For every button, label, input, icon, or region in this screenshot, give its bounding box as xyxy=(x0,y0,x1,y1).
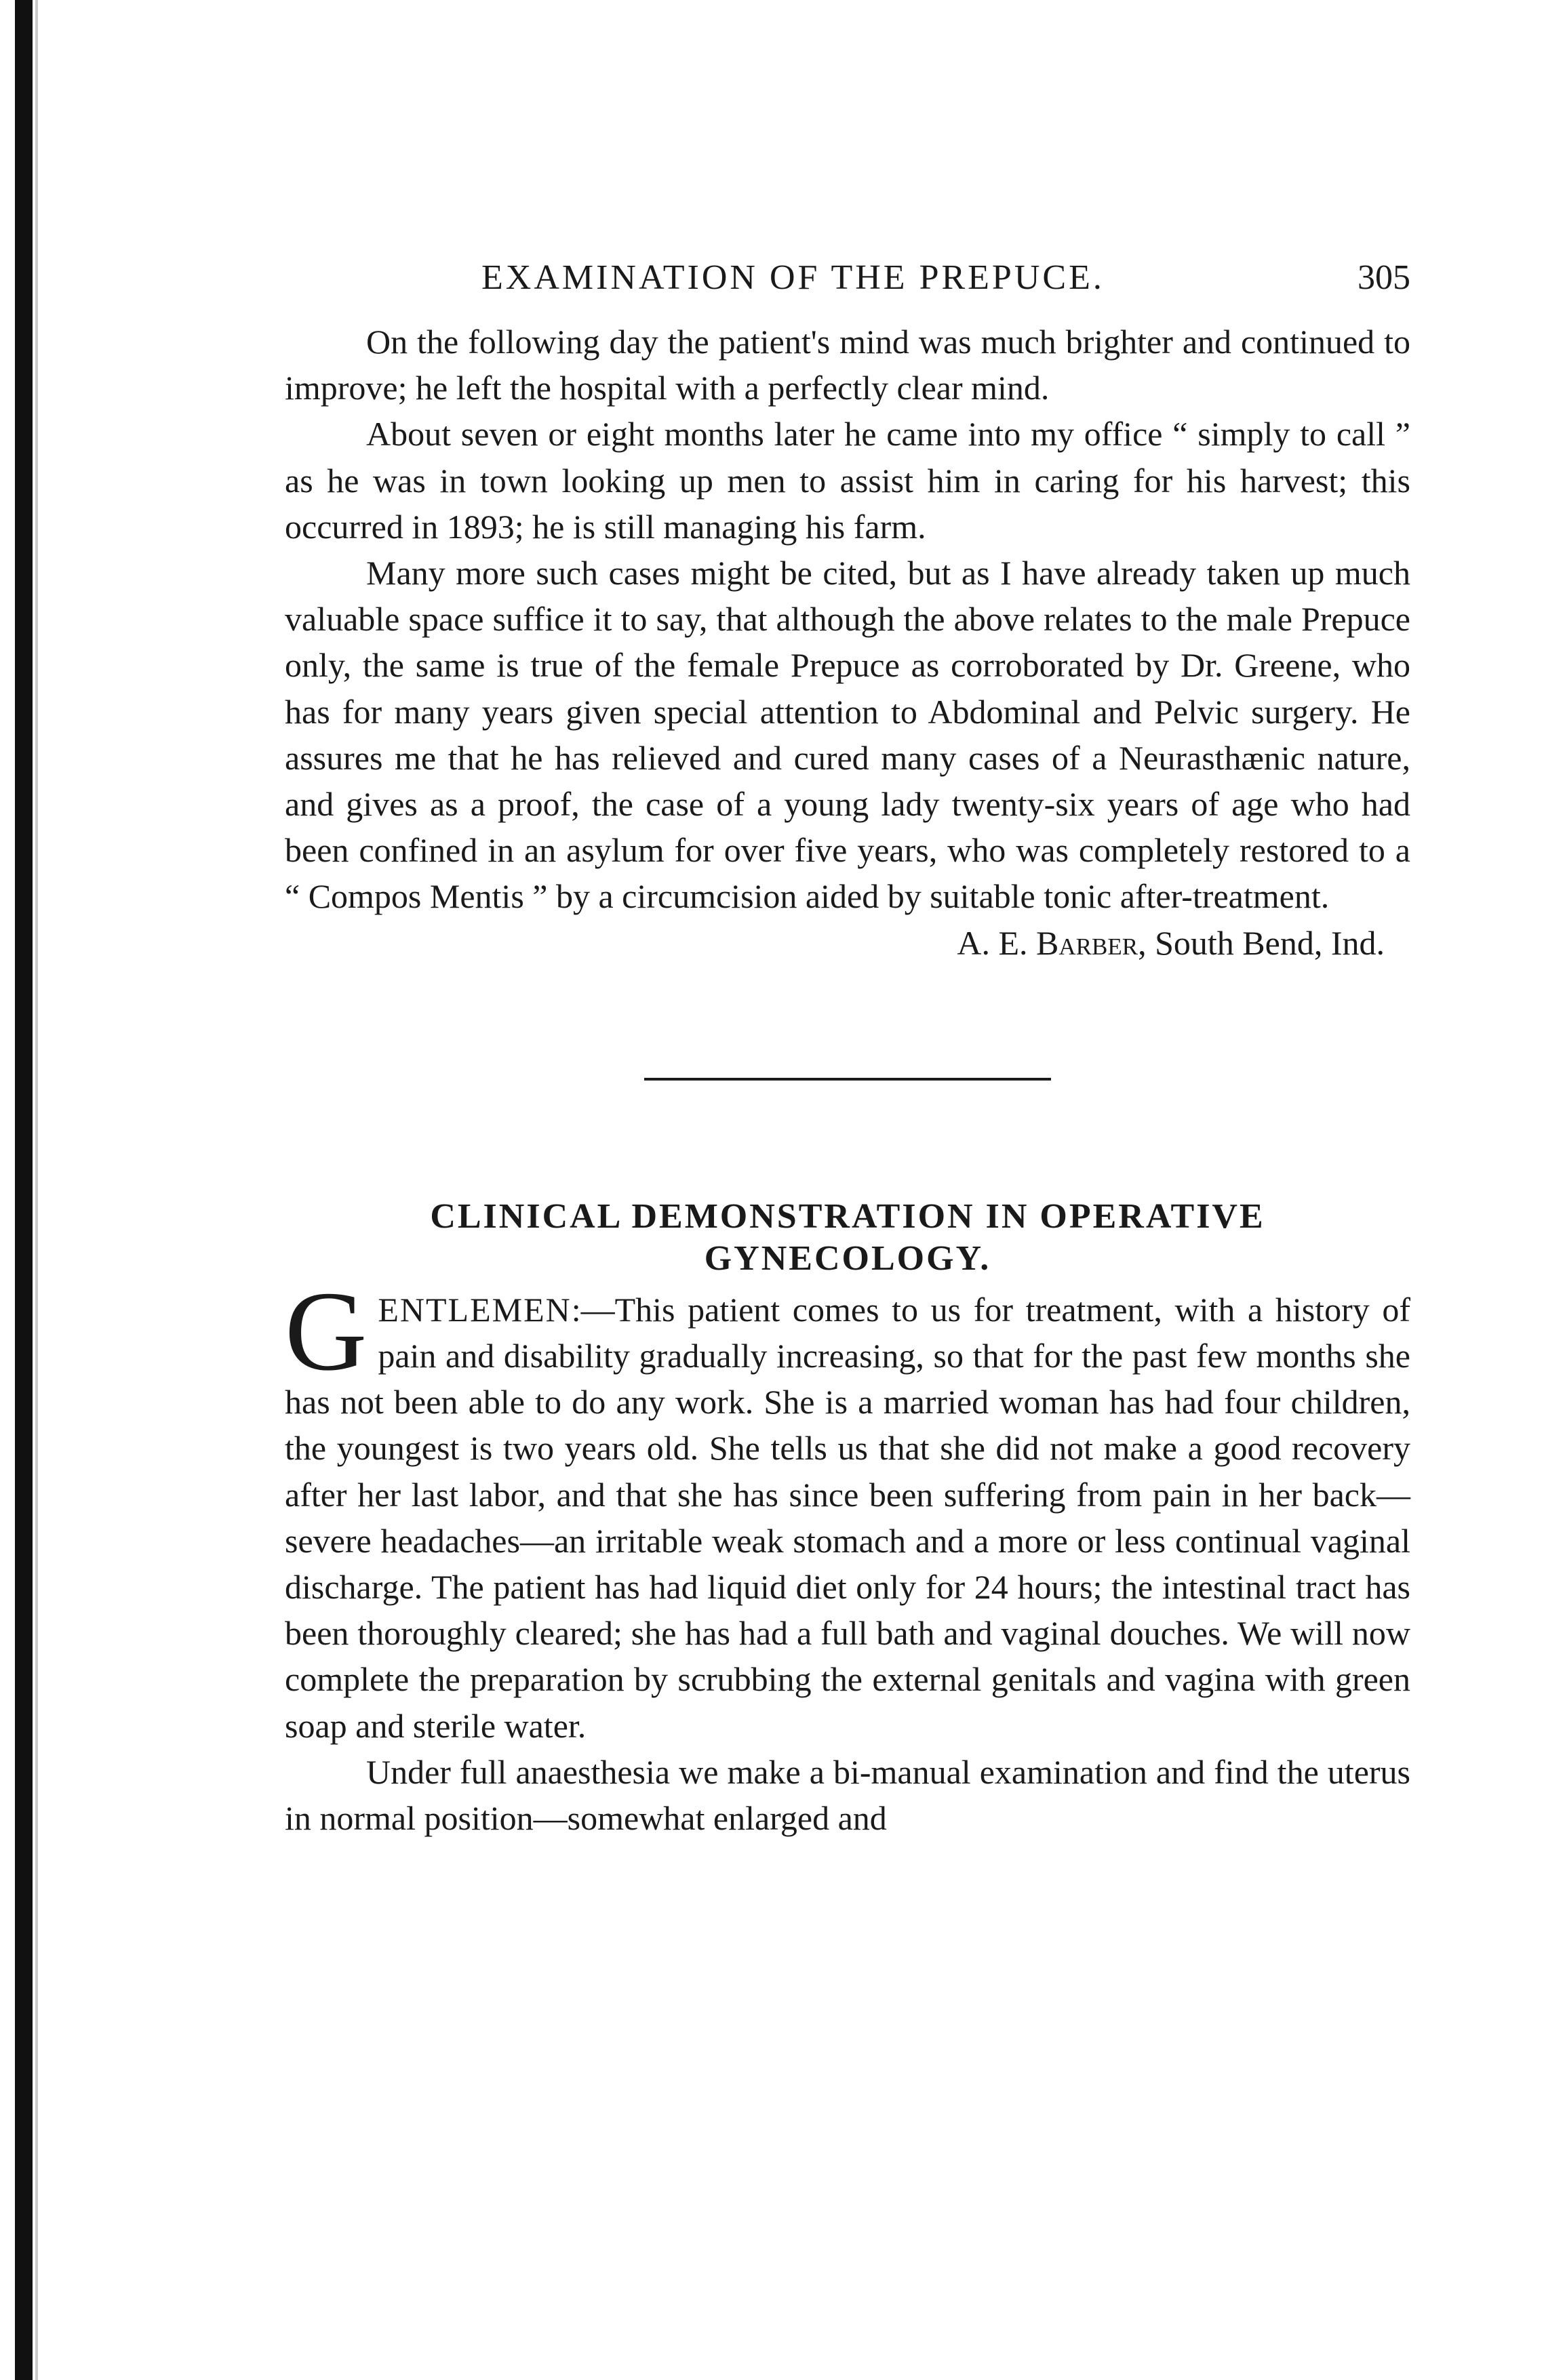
section-divider-rule xyxy=(644,1078,1051,1081)
article-title: CLINICAL DEMONSTRATION IN OPERATIVE GYNECOLOGY. xyxy=(430,1196,1265,1278)
page-number: 305 xyxy=(1358,258,1410,297)
lead-word: ENTLEMEN xyxy=(378,1290,572,1329)
book-page xyxy=(285,258,1410,1841)
article-clinical-demonstration xyxy=(285,1196,1410,1841)
author-signature xyxy=(285,920,1410,966)
drop-cap: G xyxy=(285,1268,368,1394)
author-location: South Bend, Ind. xyxy=(1155,923,1385,962)
author-name: A. E. Barber, xyxy=(957,923,1147,962)
page-binding-shadow xyxy=(35,0,38,2380)
paragraph-1: On the following day the patient's mind was much brighter and continued to improve; he left the hospital with a perfectly clear mind. xyxy=(285,323,1410,407)
running-title: EXAMINATION OF THE PREPUCE. xyxy=(481,258,1105,297)
paragraph-opening xyxy=(285,1268,1410,1749)
article-prepuce-continued xyxy=(285,319,1410,966)
paragraph-3: Many more such cases might be cited, but as I have already taken up much valuable space suffice it to say, that although the above relates to the male Prepuce only, the same is true of the female Prepuce as corroborated by Dr. Greene, who has for many years given special attention to Abdominal and Pelvic surgery. He assures me that he has relieved and cured many cases of a Neurasthænic nature, and gives as a proof, the case of a young lady twenty-six years of age who had been confined in an asylum for over five years, who was completely restored to a “ Compos Mentis ” by a circumcision aided by suitable tonic after-treatment. xyxy=(285,554,1410,916)
running-head xyxy=(285,258,1410,319)
paragraph-examination: Under full anaesthesia we make a bi-manual examination and find the uterus in normal position—somewhat enlarged and xyxy=(285,1752,1410,1838)
opening-paragraph-text: :—This patient comes to us for treatment, with a history of pain and disability gradually increasing, so that for the past few months she has not been able to do any work. She is a married woman has had four children, the youngest is two years old. She tells us that she did not make a good recovery after her last labor, and that she has since been suffering from pain in her back—severe headaches—an irritable weak stomach and a more or less continual vaginal discharge. The patient has had liquid diet only for 24 hours; the intestinal tract has been thoroughly cleared; she has had a full bath and vaginal douches. We will now complete the preparation by scrubbing the external genitals and vagina with green soap and sterile water. xyxy=(285,1290,1410,1745)
paragraph-2: About seven or eight months later he came into my office “ simply to call ” as he was in town looking up men to assist him in caring for his harvest; this occurred in 1893; he is still managing his farm. xyxy=(285,415,1410,546)
page-binding-edge xyxy=(15,0,33,2380)
